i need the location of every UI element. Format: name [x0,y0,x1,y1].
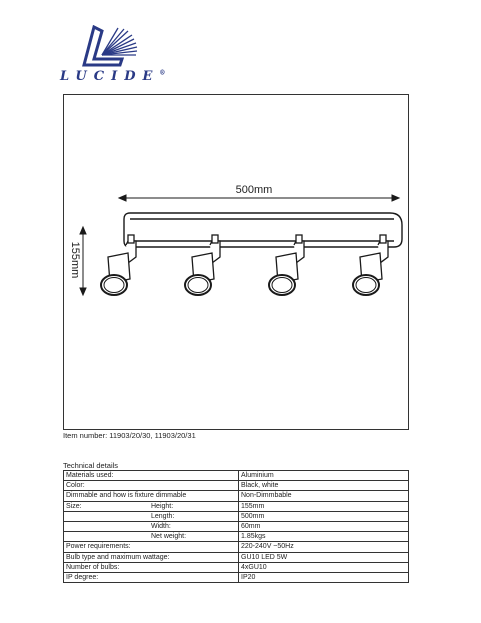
spec-row [64,511,409,521]
spec-sublabel: Width: [151,523,171,531]
spec-label: Power requirements: [66,543,131,551]
spec-row [64,491,409,501]
spec-value: GU10 LED 5W [239,552,409,562]
spec-row [64,532,409,542]
spotlight-head [353,235,388,295]
spec-value: Non-Dimmbable [239,491,409,501]
spec-row [64,471,409,481]
spotlight-bar-drawing [64,95,410,431]
spec-label-cell [64,532,239,542]
spec-label-cell [64,572,239,582]
width-label: 500mm [235,184,273,196]
spec-sublabel: Net weight: [151,533,187,541]
spec-label: Bulb type and maximum wattage: [66,553,170,561]
spotlight-head [101,235,136,295]
logo-mark-icon [80,25,140,69]
spec-label-cell [64,481,239,491]
mounting-bar [124,213,402,247]
spec-label-cell [64,521,239,531]
spec-label: Number of bulbs: [66,563,120,571]
spec-sublabel: Height: [151,502,174,510]
technical-details-title: Technical details [63,461,119,470]
brand-logo [60,25,166,95]
spec-label-cell [64,511,239,521]
spec-label: Size: [66,502,82,510]
spec-label: Materials used: [66,472,114,480]
spec-label-cell [64,562,239,572]
item-number: Item number: 11903/20/30, 11903/20/31 [63,431,196,440]
spec-value: 1.85kgs [239,532,409,542]
spec-label-cell [64,471,239,481]
spec-value: 4xGU10 [239,562,409,572]
product-drawing [63,94,409,430]
spec-row [64,521,409,531]
spec-label: Color: [66,482,85,490]
spec-value: IP20 [239,572,409,582]
spec-row [64,501,409,511]
spec-row [64,552,409,562]
spec-label: Dimmable and how is fixture dimmable [66,492,187,500]
spec-value: 60mm [239,521,409,531]
spec-value: 220-240V ~50Hz [239,542,409,552]
spec-label-cell [64,552,239,562]
spotlights [101,235,388,295]
spec-value: 500mm [239,511,409,521]
technical-details-table [63,470,409,583]
spotlight-head [269,235,304,295]
spec-row [64,562,409,572]
spec-sublabel: Length: [151,512,175,520]
spec-value: 155mm [239,501,409,511]
spec-value: Aluminium [239,471,409,481]
spotlight-head [185,235,220,295]
spec-row [64,481,409,491]
spec-label: IP degree: [66,573,99,581]
spec-value: Black, white [239,481,409,491]
spec-label-cell [64,542,239,552]
logo-wordmark: LUCIDE® [60,69,166,84]
spec-label-cell [64,501,239,511]
height-label: 155mm [69,241,81,279]
spec-label-cell [64,491,239,501]
spec-row [64,572,409,582]
spec-row [64,542,409,552]
